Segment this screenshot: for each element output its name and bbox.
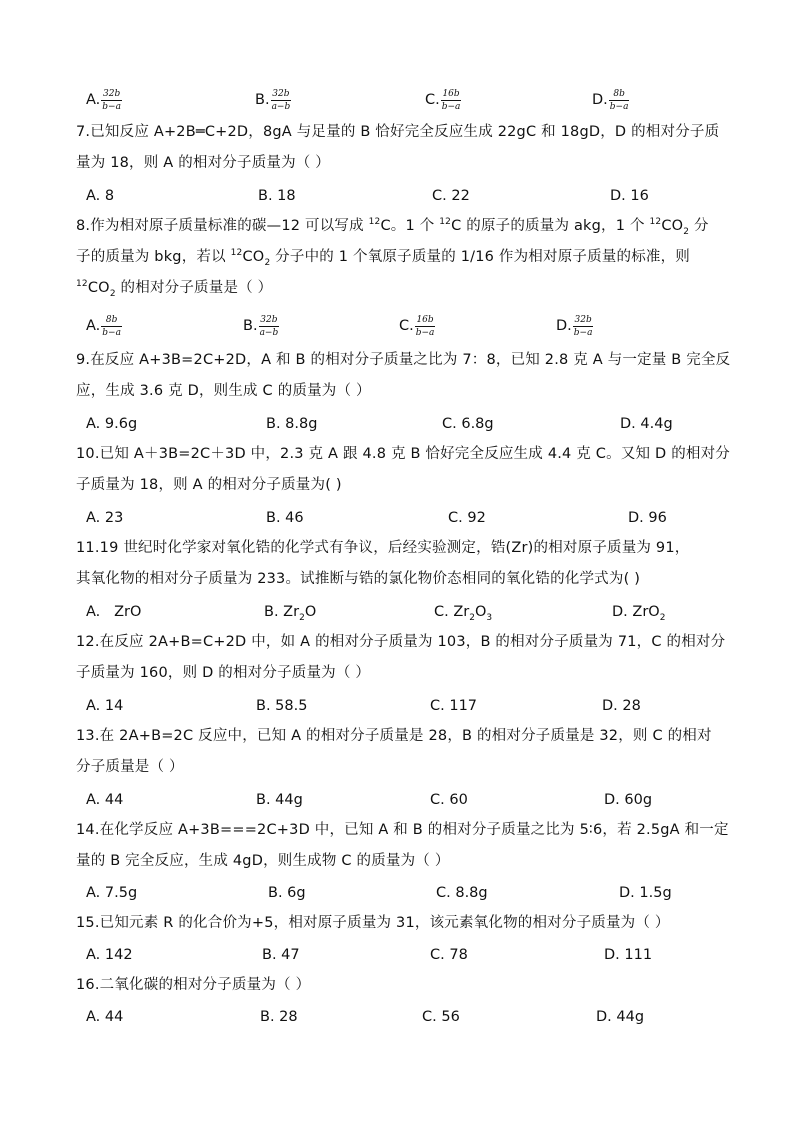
q6-option-a[interactable]: A. $\frac{32b}{b-a}$ <box>86 88 121 112</box>
q6-options <box>86 88 726 112</box>
q8-option-d[interactable]: D. $\frac{32b}{b-a}$ <box>556 314 593 338</box>
q14-options <box>86 881 726 905</box>
q11-option-d[interactable]: D. ZrO$_2$ <box>612 604 666 623</box>
q12-options <box>86 694 726 718</box>
q16-option-b[interactable]: B. 28 <box>260 1009 298 1025</box>
q10-options <box>86 506 726 530</box>
q15-option-a[interactable]: A. 142 <box>86 947 133 963</box>
q13-options <box>86 788 726 812</box>
q16-stem: 16.二氧化碳的相对分子质量为（ ） <box>76 977 311 993</box>
q13-stem: 13.在 2A+B=2C 反应中，已知 A 的相对分子质量是 28，B 的相对分子质量是 32，则 C 的相对 分子质量是（ ） <box>76 728 712 775</box>
q15-option-d[interactable]: D. 111 <box>604 947 653 963</box>
fraction: $\frac{32b}{a-b}$ <box>271 88 291 112</box>
q8-option-a[interactable]: A. $\frac{8b}{b-a}$ <box>86 314 121 338</box>
q10-option-d[interactable]: D. 96 <box>628 510 667 526</box>
q8-options <box>86 314 726 338</box>
q15-option-b[interactable]: B. 47 <box>262 947 300 963</box>
q14-stem: 14.在化学反应 A+3B===2C+3D 中，已知 A 和 B 的相对分子质量之比为 5∶6，若 2.5gA 和一定 量的 B 完全反应，生成 4gD，则生成物 C 的质量为（ ） <box>76 822 729 869</box>
q15-option-c[interactable]: C. 78 <box>430 947 468 963</box>
fraction: $\frac{8b}{b-a}$ <box>609 88 629 112</box>
q9-option-d[interactable]: D. 4.4g <box>620 416 673 432</box>
q10-option-c[interactable]: C. 92 <box>448 510 486 526</box>
q14-option-b[interactable]: B. 6g <box>268 885 306 901</box>
fraction: $\frac{32b}{b-a}$ <box>573 314 593 338</box>
q11-option-c[interactable]: C. $Zr_2O_3$ <box>434 604 493 623</box>
q7-option-a[interactable]: A. 8 <box>86 188 115 204</box>
q7-option-b[interactable]: B. 18 <box>258 188 296 204</box>
q7-option-c[interactable]: C. 22 <box>432 188 470 204</box>
q11-option-a[interactable]: A. ZrO <box>86 604 142 620</box>
q6-option-d[interactable]: D. $\frac{8b}{b-a}$ <box>592 88 629 112</box>
q16-options <box>86 1005 726 1029</box>
q8-stem: 8.作为相对原子质量标准的碳—12 可以写成 $^{12}$C。1 个 $^{12}$C 的原子的质量为 akg，1 个 $^{12}CO_2$ 分 子的质量为 bkg，若以 $^{12}CO_2$ 分子中的 1 个氧原子质量的 1/16 作为相对原子质量的标准，则 $^{12}CO_2$ 的相对分子质量是（ ） <box>76 217 709 299</box>
fraction: $\frac{16b}{b-a}$ <box>441 88 461 112</box>
q13-option-a[interactable]: A. 44 <box>86 792 124 808</box>
q9-options <box>86 412 726 436</box>
q7-options <box>86 184 726 208</box>
q11-option-b[interactable]: B. $Zr_2O$ <box>264 604 317 623</box>
fraction: $\frac{32b}{a-b}$ <box>259 314 279 338</box>
q12-option-b[interactable]: B. 58.5 <box>256 698 308 714</box>
q16-option-c[interactable]: C. 56 <box>422 1009 460 1025</box>
q11-options <box>86 600 726 624</box>
q7-stem: 7.已知反应 A+2B═C+2D，8gA 与足量的 B 恰好完全反应生成 22gC 和 18gD，D 的相对分子质 量为 18，则 A 的相对分子质量为（ ） <box>76 124 720 171</box>
q10-stem: 10.已知 A＋3B=2C＋3D 中，2.3 克 A 跟 4.8 克 B 恰好完全反应生成 4.4 克 C。又知 D 的相对分 子质量为 18，则 A 的相对分子质量为( ) <box>76 446 731 493</box>
q7-option-d[interactable]: D. 16 <box>610 188 649 204</box>
q8-option-c[interactable]: C. $\frac{16b}{b-a}$ <box>399 314 435 338</box>
q14-option-d[interactable]: D. 1.5g <box>619 885 672 901</box>
q13-option-c[interactable]: C. 60 <box>430 792 468 808</box>
q14-option-a[interactable]: A. 7.5g <box>86 885 138 901</box>
q9-stem: 9.在反应 A+3B=2C+2D，A 和 B 的相对分子质量之比为 7：8，已知 2.8 克 A 与一定量 B 完全反 应，生成 3.6 克 D，则生成 C 的质量为（ ） <box>76 352 731 399</box>
q15-options <box>86 943 726 967</box>
q16-option-d[interactable]: D. 44g <box>596 1009 645 1025</box>
q9-option-b[interactable]: B. 8.8g <box>266 416 318 432</box>
q13-option-b[interactable]: B. 44g <box>256 792 303 808</box>
q6-option-b[interactable]: B. $\frac{32b}{a-b}$ <box>255 88 291 112</box>
fraction: $\frac{32b}{b-a}$ <box>102 88 121 112</box>
q12-option-c[interactable]: C. 117 <box>430 698 478 714</box>
q14-option-c[interactable]: C. 8.8g <box>436 885 488 901</box>
fraction: $\frac{8b}{b-a}$ <box>102 314 121 338</box>
q16-option-a[interactable]: A. 44 <box>86 1009 124 1025</box>
q12-option-d[interactable]: D. 28 <box>602 698 641 714</box>
q12-stem: 12.在反应 2A+B=C+2D 中，如 A 的相对分子质量为 103，B 的相对分子质量为 71，C 的相对分 子质量为 160，则 D 的相对分子质量为（ ） <box>76 634 726 681</box>
q10-option-a[interactable]: A. 23 <box>86 510 124 526</box>
q9-option-a[interactable]: A. 9.6g <box>86 416 138 432</box>
q6-option-c[interactable]: C. $\frac{16b}{b-a}$ <box>425 88 461 112</box>
q13-option-d[interactable]: D. 60g <box>604 792 653 808</box>
q10-option-b[interactable]: B. 46 <box>266 510 304 526</box>
q11-stem: 11.19 世纪时化学家对氧化锆的化学式有争议，后经实验测定，锆(Zr)的相对原子质量为 91， 其氧化物的相对分子质量为 233。试推断与锆的氯化物价态相同的氧化锆的化学式为( ) <box>76 540 690 587</box>
q8-option-b[interactable]: B. $\frac{32b}{a-b}$ <box>243 314 279 338</box>
q12-option-a[interactable]: A. 14 <box>86 698 124 714</box>
q15-stem: 15.已知元素 R 的化合价为+5，相对原子质量为 31，该元素氧化物的相对分子质量为（ ） <box>76 915 670 931</box>
q9-option-c[interactable]: C. 6.8g <box>442 416 494 432</box>
fraction: $\frac{16b}{b-a}$ <box>415 314 435 338</box>
